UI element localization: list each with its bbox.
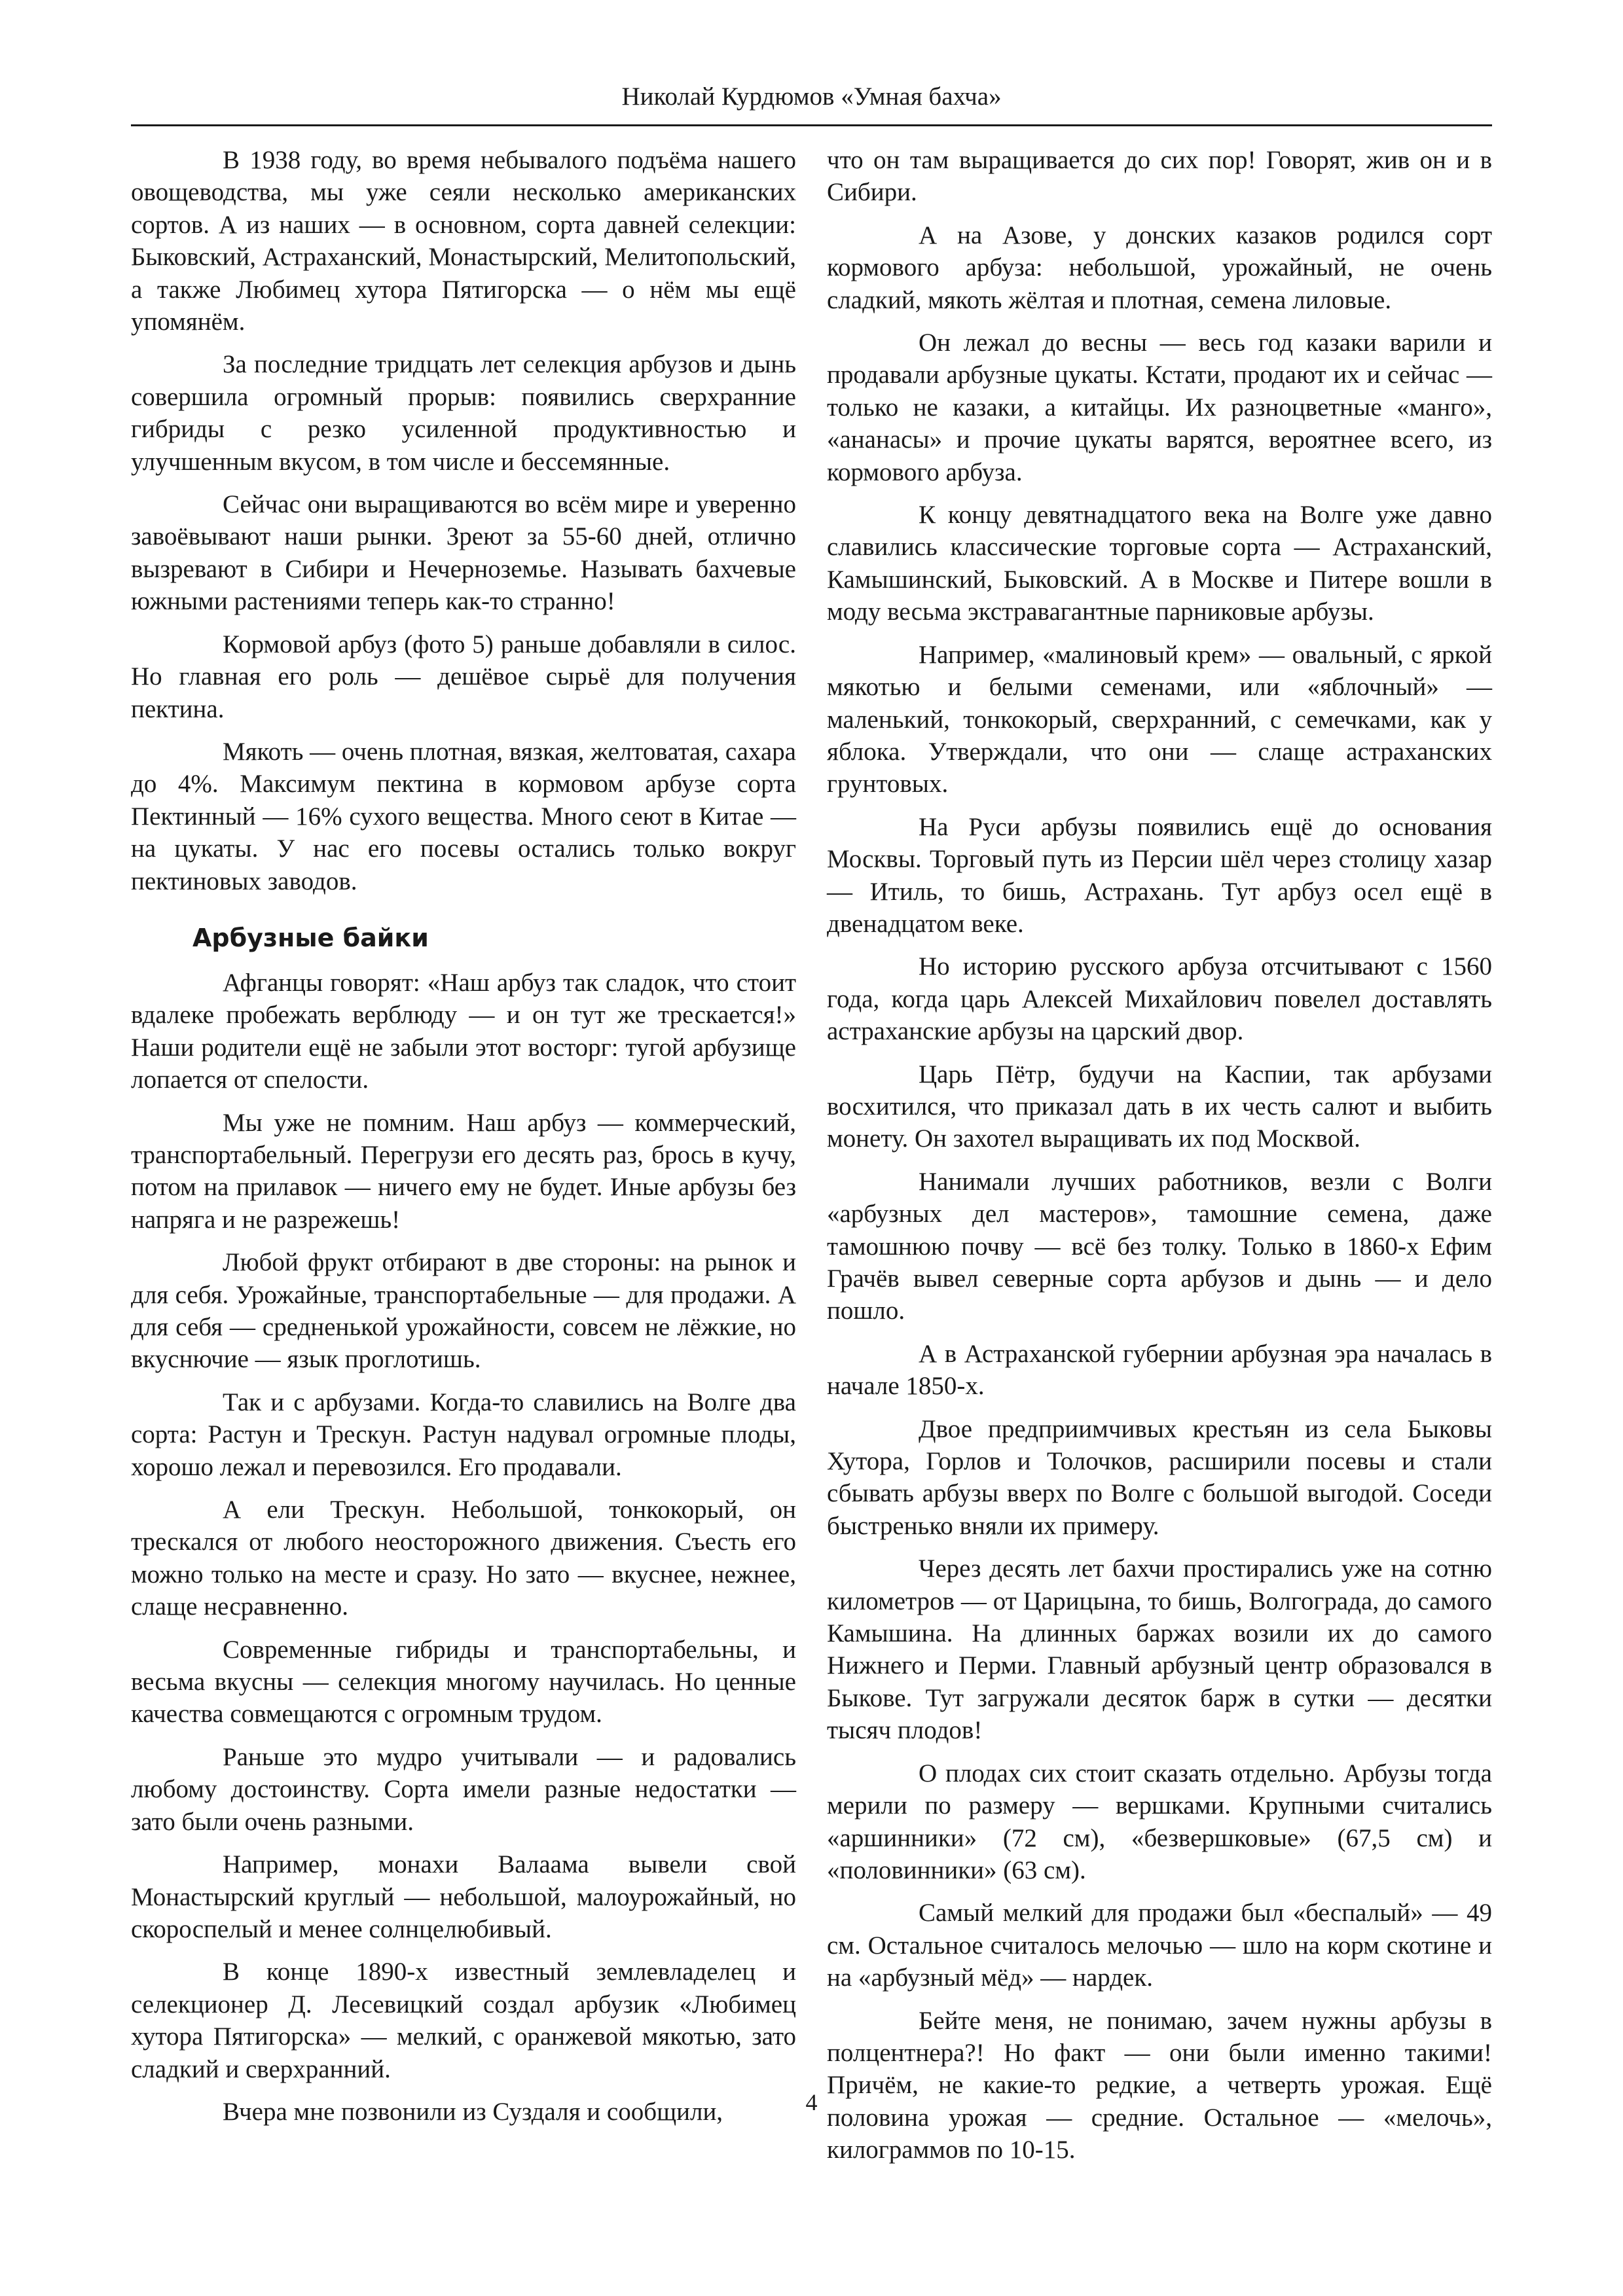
paragraph: Мы уже не помним. Наш арбуз — коммерческий, транспортабельный. Перегрузи его десять раз, брось в кучу, потом на прилавок — ничего ему не будет. Иные арбузы без напряга и не разрежешь! [131,1108,796,1234]
paragraph: Любой фрукт отбирают в две стороны: на рынок и для себя. Урожайные, транспортабельные — для продажи. А для себя — средненькой урожайности, совсем не лёжкие, но вкуснючие — язык проглотишь. [131,1248,796,1374]
paragraph: В 1938 году, во время небывалого подъёма нашего овощеводства, мы уже сеяли несколько американских сортов. А из наших — в основном, сорта давней селекции: Быковский, Астраханский, Монастырский, Мелитопольский, а также Любимец хутора Пятигорска — о нём мы ещё упомянём. [131,146,796,336]
paragraph: Двое предприимчивых крестьян из села Быковы Хутора, Горлов и Толочков, расширили посевы и стали сбывать арбузы вверх по Волге с большой выгодой. Соседи быстренько вняли их примеру. [827,1414,1492,1540]
paragraph: В конце 1890-х известный землевладелец и селекционер Д. Лесевицкий создал арбузик «Любимец хутора Пятигорска» — мелкий, с оранжевой мякотью, зато сладкий и сверхранний. [131,1958,796,2083]
paragraph-continued: Вчера мне позвонили из Суздаля и сообщили, [223,2097,723,2126]
page-number: 4 [805,2089,818,2115]
paragraph: Раньше это мудро учитывали — и радовались любому достоинству. Сорта имели разные недостатки — зато были очень разными. [131,1742,796,1836]
paragraph: Афганцы говорят: «Наш арбуз так сладок, что стоит вдалеке пробежать верблюду — и он тут же трескается!» Наши родители ещё не забыли этот восторг: тугой арбузище лопается от спелости. [131,968,796,1094]
section-heading: Арбузные байки [192,923,429,952]
paragraph-continuation: что он там выращивается до сих пор! Говорят, жив он и в Сибири. [827,146,1492,207]
paragraph: Он лежал до весны — весь год казаки варили и продавали арбузные цукаты. Кстати, продают их и сейчас — только не казаки, а китайцы. Их разноцветные «манго», «ананасы» и прочие цукаты варятся, вероятнее всего, из кормового арбуза. [827,329,1492,486]
paragraph: Мякоть — очень плотная, вязкая, желтоватая, сахара до 4%. Максимум пектина в кормовом арбузе сорта Пектинный — 16% сухого вещества. Много сеют в Китае — на цукаты. У нас его посевы остались только вокруг пектиновых заводов. [131,737,796,895]
paragraph: Самый мелкий для продажи был «беспалый» — 49 см. Остальное считалось мелочью — шло на корм скотине и на «арбузный мёд» — нардек. [827,1899,1492,1992]
header-rule [131,124,1492,126]
paragraph: Например, «малиновый крем» — овальный, с яркой мякотью и белыми семенами, или «яблочный» — маленький, тонкокорый, сверхранний, с семечками, как у яблока. Утверждали, что они — слаще астраханских грунтовых. [827,640,1492,798]
paragraph: А в Астраханской губернии арбузная эра началась в начале 1850-х. [827,1339,1492,1401]
paragraph: Бейте меня, не понимаю, зачем нужны арбузы в полцентнера?! Но факт — они были именно такими! Причём, не какие-то редкие, а четверть урожая. Ещё половина урожая — средние. Остальное — «мелочь», килограммов по 10-15. [827,2006,1492,2164]
paragraph: Но историю русского арбуза отсчитывают с 1560 года, когда царь Алексей Михайлович повелел доставлять астраханские арбузы на царский двор. [827,952,1492,1046]
paragraph: О плодах сих стоит сказать отдельно. Арбузы тогда мерили по размеру — вершками. Крупными считались «аршинники» (72 см), «безвершковые» (67,5 см) и «половинники» (63 см). [827,1759,1492,1884]
paragraph: А на Азове, у донских казаков родился сорт кормового арбуза: небольшой, урожайный, не очень сладкий, мякоть жёлтая и плотная, семена лиловые. [827,221,1492,314]
paragraph: А ели Трескун. Небольшой, тонкокорый, он трескался от любого неосторожного движения. Съесть его можно только на месте и сразу. Но зато — вкуснее, нежнее, слаще несравненно. [131,1496,796,1621]
paragraph: Через десять лет бахчи простирались уже на сотню километров — от Царицына, то бишь, Волгограда, до самого Камышина. На длинных баржах возили их до самого Нижнего и Перми. Главный арбузный центр образовался в Быкове. Тут загружали десяток барж в сутки — десятки тысяч плодов! [827,1554,1492,1745]
running-header: Николай Курдюмов «Умная бахча» [621,82,1002,111]
paragraph: К концу девятнадцатого века на Волге уже давно славились классические торговые сорта — Астраханский, Камышинский, Быковский. А в Москве и Питере вошли в моду весьма экстравагантные парниковые арбузы. [827,501,1492,626]
left-column [131,144,796,2126]
paragraph: Например, монахи Валаама вывели свой Монастырский круглый — небольшой, малоурожайный, но скороспелый и менее солнцелюбивый. [131,1850,796,1943]
right-column [827,144,1492,2164]
paragraph: Современные гибриды и транспортабельны, и весьма вкусны — селекция многому научилась. Но ценные качества совмещаются с огромным трудом. [131,1635,796,1729]
paragraph: Кормовой арбуз (фото 5) раньше добавляли в силос. Но главная его роль — дешёвое сырьё для получения пектина. [131,630,796,723]
paragraph: Царь Пётр, будучи на Каспии, так арбузами восхитился, что приказал дать в их честь салют и выбить монету. Он захотел выращивать их под Москвой. [827,1060,1492,1153]
paragraph: Нанимали лучших работников, везли с Волги «арбузных дел мастеров», тамошние семена, даже тамошнюю почву — всё без толку. Только в 1860-х Ефим Грачёв вывел северные сорта арбузов и дынь — и дело пошло. [827,1167,1492,1325]
paragraph: Сейчас они выращиваются во всём мире и уверенно завоёвывают наши рынки. Зреют за 55-60 дней, отлично вызревают в Сибири и Нечерноземье. Называть бахчевые южными растениями теперь как-то странно! [131,490,796,616]
paragraph: Так и с арбузами. Когда-то славились на Волге два сорта: Растун и Трескун. Растун надувал огромные плоды, хорошо лежал и перевозился. Его продавали. [131,1388,796,1481]
paragraph: За последние тридцать лет селекция арбузов и дынь совершила огромный прорыв: появились сверхранние гибриды с резко усиленной продуктивностью и улучшенным вкусом, в том числе и бессемянные. [131,350,796,476]
paragraph: На Руси арбузы появились ещё до основания Москвы. Торговый путь из Персии шёл через столицу хазар — Итиль, то бишь, Астрахань. Тут арбуз осел ещё в двенадцатом веке. [827,812,1492,938]
